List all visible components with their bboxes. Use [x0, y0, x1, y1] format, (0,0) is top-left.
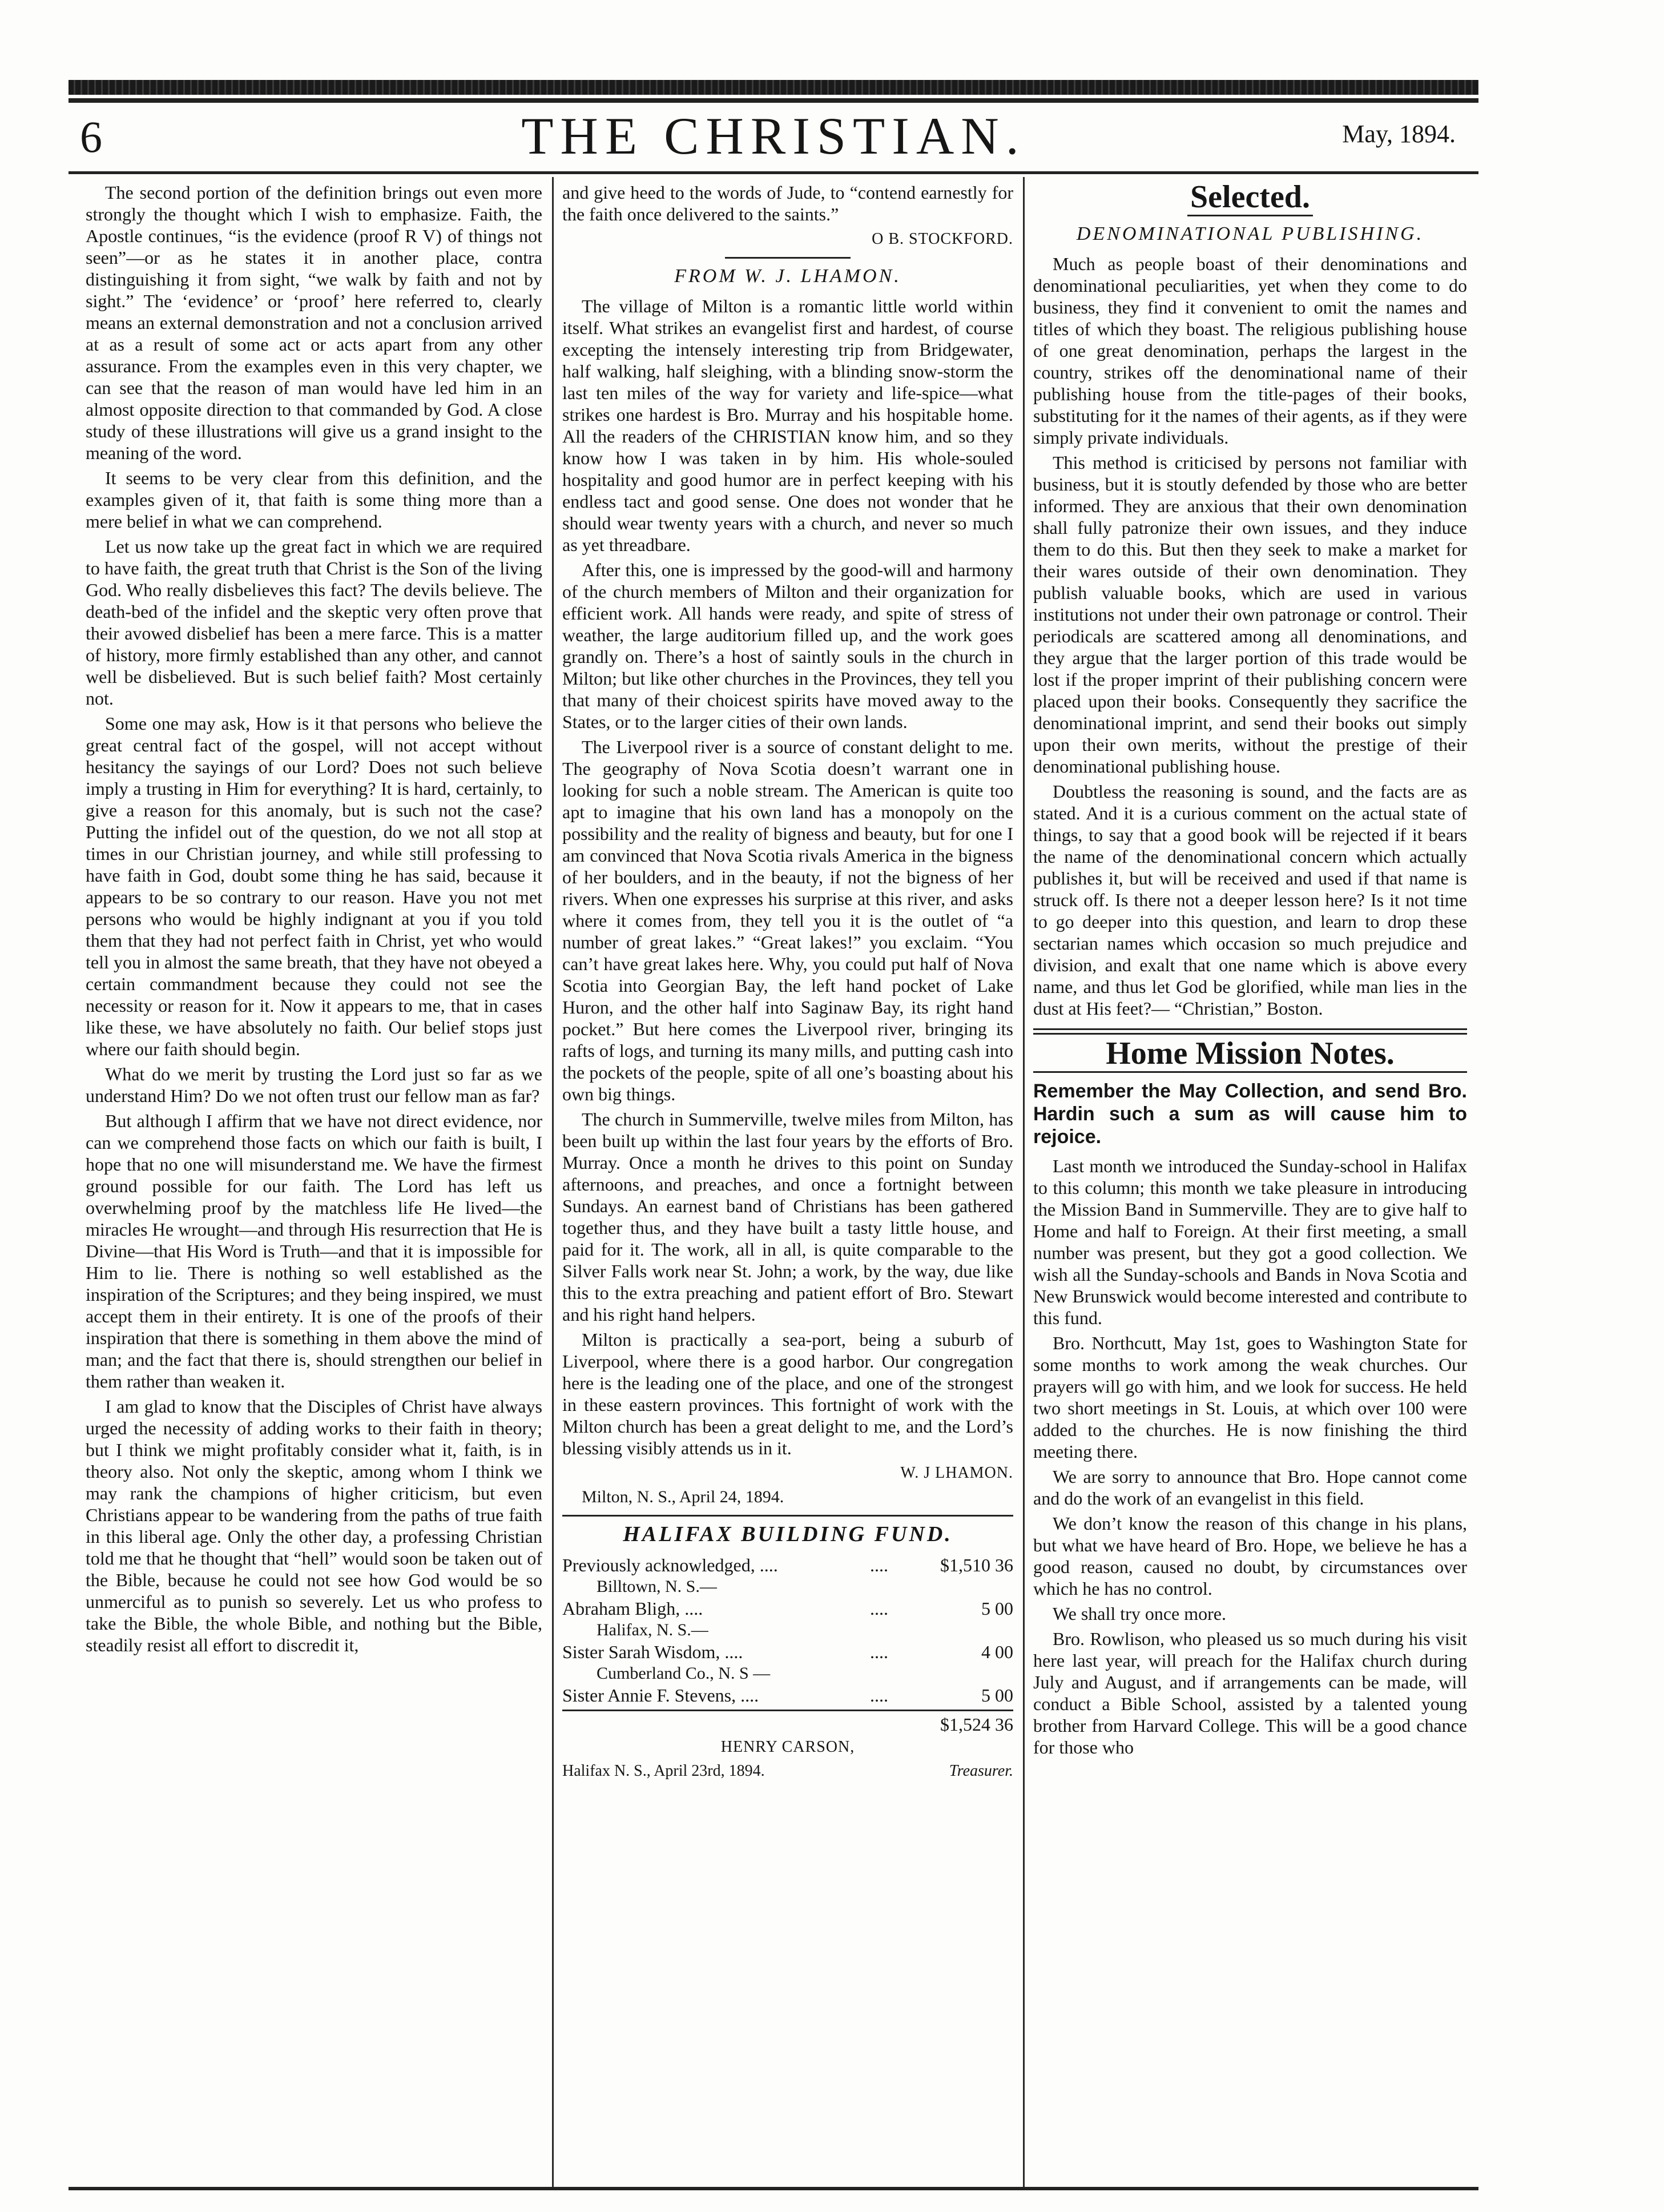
- column-3: [1033, 179, 1467, 1761]
- signature: O B. STOCKFORD.: [872, 230, 1013, 248]
- fund-amount: 5 00: [981, 1685, 1013, 1706]
- column-2: [562, 182, 1013, 1783]
- fund-row: [562, 1641, 1013, 1663]
- fund-footer: [562, 1760, 1013, 1782]
- fund-amount: $1,510 36: [940, 1555, 1013, 1575]
- section-heading: Home Mission Notes.: [1106, 1036, 1395, 1071]
- paragraph: Bro. Northcutt, May 1st, goes to Washington State for some months to work among the weak churches. Our prayers will go with him, and we look for success. He held two short meetings in St. Louis, at which over 100 were added to the churches. He is now finishing the third meeting there.: [1033, 1333, 1467, 1462]
- paragraph: After this, one is impressed by the good-will and harmony of the church members of Milton and their organization for efficient work. All hands were ready, and spite of stress of weather, the large auditorium filled up, and the work goes grandly on. There’s a host of saintly souls in the church in Milton; but like other churches in the Provinces, they tell you that many of their choicest spirits have moved away to the States, or to the larger cities of their own lands.: [562, 560, 1013, 732]
- fund-amount: 4 00: [981, 1642, 1013, 1662]
- divider: [562, 1515, 1013, 1517]
- paragraph: Doubtless the reasoning is sound, and the facts are as stated. And it is a curious comment on the actual state of things, to say that a good book will be rejected if it bears the name of the denominational concern which actually publishes it, but will be received and used if that name is struck off. Is there not a deeper lesson here? Is it not time to go deeper into this question, and learn to drop these sectarian names which occasion so much prejudice and division, and exalt that one name which is above every name, and thus let God be glorified, while man lies in the dust at His feet?— “Christian,” Boston.: [1033, 781, 1467, 1019]
- paragraph: Let us now take up the great fact in which we are required to have faith, the great truth that Christ is the Son of the living God. Who really disbelieves this fact? The devils believe. The death-bed of the infidel and the skeptic very often prove that their avowed disbelief has been a mere farce. This is a matter of history, more firmly established than any other, and cannot well be disbelieved. But is such belief faith? Most certainly not.: [86, 536, 542, 709]
- issue-date: May, 1894.: [1342, 120, 1456, 148]
- masthead-rule: [69, 171, 1478, 174]
- article-heading: FROM W. J. LHAMON.: [674, 266, 901, 287]
- paragraph: The church in Summerville, twelve miles from Milton, has been built up within the last four years by the efforts of Bro. Murray. Once a month he drives to this point on Sunday afternoons, and preaches, and once a fortnight between Sundays. An earnest band of Christians has been gathered together thus, and they have built a tasty little house, and paid for it. The work, all in all, is quite comparable to the Silver Falls work near St. John; a work, by the way, due like this to the extra preaching and patient effort of Bro. Stewart and his right hand helpers.: [562, 1109, 1013, 1325]
- fund-donor: Sister Annie F. Stevens, ....: [562, 1685, 759, 1706]
- paragraph: Bro. Rowlison, who pleased us so much during his visit here last year, will preach for the Halifax church during July and August, and if arrangements can be made, will conduct a Bible School, assisted by a talented young brother from Harvard College. This will be a good chance for those who: [1033, 1628, 1467, 1757]
- fund-role: Treasurer.: [949, 1762, 1013, 1780]
- divider: [1033, 1033, 1467, 1035]
- column-divider: [1023, 177, 1025, 2187]
- paragraph: But although I affirm that we have not direct evidence, nor can we comprehend those facts on which our faith is built, I hope that no one will misunderstand me. We have the firmest ground possible for our faith. The Lord has left us overwhelming proof by the matchless life He lived—the miracles He wrought—and through His resurrection that He is Divine—that His Word is Truth—and that it is impossible for Him to lie. There is nothing so well established as the inspiration of the Scriptures; and they being inspired, we must accept them in their entirety. It is one of the proofs of their inspiration that there is something in them above the mind of man; and the fact that there is, should strengthen our belief in them rather than weaken it.: [86, 1111, 542, 1391]
- fund-place: Halifax N. S., April 23rd, 1894.: [562, 1762, 765, 1780]
- paragraph: Milton is practically a sea-port, being a suburb of Liverpool, where there is a good harbor. Our congregation here is the leading one of the place, and one of the strongest in these eastern provinces. This fortnight of work with the Milton church has been a great delight to me, and the Lord’s blessing visibly attends us in it.: [562, 1329, 1013, 1458]
- fund-amount: 5 00: [981, 1598, 1013, 1619]
- column-1: [86, 182, 542, 1659]
- paragraph: The Liverpool river is a source of constant delight to me. The geography of Nova Scotia doesn’t warrant one in looking for such a noble stream. The American is quite too apt to imagine that his own land has a monopoly on the possibility and the reality of bigness and beauty, but for one I am convinced that Nova Scotia rivals America in the bigness of her boulders, and in the beauty, if not the bigness of her rivers. When one expresses his surprise at this river, and asks where it comes from, they tell you it is the outlet of “a number of great lakes.” “Great lakes!” you exclaim. “You can’t have great lakes here. Why, you could put half of Nova Scotia into Georgian Bay, the left hand pocket of Lake Huron, and the other half into Saginaw Bay, its right hand pocket.” But here comes the Liverpool river, bringing its rafts of logs, and turning its many mills, and putting cash into the pockets of the people, spite of all one’s boasting about his own big things.: [562, 737, 1013, 1104]
- paragraph: Last month we introduced the Sunday-school in Halifax to this column; this month we take pleasure in introducing the Mission Band in Summerville. They are to give half to Home and half to Foreign. At their first meeting, a small number was present, but they got a good collection. We wish all the Sunday-schools and Bands in Nova Scotia and New Brunswick would become interested and contribute to this fund.: [1033, 1156, 1467, 1328]
- paragraph: The village of Milton is a romantic little world within itself. What strikes an evangelist first and hardest, of course excepting the intensely interesting trip from Bridgewater, half walking, half sleighing, with a blinding snow-storm the last ten miles of the way for variety and life-spice—what strikes one hardest is Bro. Murray and his hospitable home. All the readers of the CHRISTIAN know him, and so they know how I was taken in by him. His whole-souled hospitality and good humor are in perfect keeping with his endless tact and good sense. One does not wonder that he should wear twenty years with a church, and never so much as yet threadbare.: [562, 296, 1013, 555]
- column-divider: [552, 177, 554, 2187]
- paragraph: The second portion of the definition brings out even more strongly the thought which I wish to emphasize. Faith, the Apostle continues, “is the evidence (proof R V) of things not seen”—or as he states it in another place, contra distinguishing it from sight, “we walk by faith and not by sight.” The ‘evidence’ or ‘proof’ here referred to, clearly means an external demonstration and not a conclusion arrived at as a result of some act or acts apart from any other assurance. From the examples even in this very chapter, we can see that the reason of man would have led him in an almost opposite direction to that commanded by God. A close study of these illustrations will give us a grand insight to the meaning of the word.: [86, 182, 542, 463]
- fund-location: Billtown, N. S.—: [597, 1577, 717, 1596]
- divider: [725, 257, 851, 259]
- fund-table: [562, 1554, 1013, 1782]
- divider: [1187, 215, 1313, 216]
- fund-signer: HENRY CARSON,: [720, 1738, 855, 1756]
- paragraph: We don’t know the reason of this change in his plans, but what we have heard of Bro. Hope, we believe he has a good reason, caused no doubt, by circumstances over which he has no control.: [1033, 1513, 1467, 1599]
- paragraph: What do we merit by trusting the Lord just so far as we understand Him? Do we not often trust our fellow man as far?: [86, 1064, 542, 1106]
- fund-total: [562, 1710, 1013, 1735]
- divider: [1033, 1028, 1467, 1030]
- page-number: 6: [80, 112, 102, 162]
- paragraph: I am glad to know that the Disciples of Christ have always urged the necessity of adding works to their faith in theory; but I think we might profitably consider what it, faith, is in theory also. Not only the skeptic, among whom I think we may rank the champions of higher criticism, but even Christians appear to be wandering from the paths of true faith in this liberal age. Only the other day, a professing Christian told me that he thought that “hell” would soon be taken out of the Bible, because he could not see how God would be so unmerciful as to punish so severely. Let us who profess to take the Bible, the whole Bible, and nothing but the Bible, steadily resist all effort to discredit it,: [86, 1396, 542, 1655]
- fund-dots: ....: [870, 1685, 888, 1706]
- article-heading: DENOMINATIONAL PUBLISHING.: [1076, 223, 1424, 244]
- dateline: Milton, N. S., April 24, 1894.: [582, 1487, 784, 1506]
- fund-dots: ....: [870, 1598, 888, 1619]
- fund-dots: ....: [870, 1555, 888, 1575]
- fund-donor: Abraham Bligh, ....: [562, 1598, 703, 1619]
- bottom-rule: [69, 2187, 1478, 2190]
- fund-donor: Sister Sarah Wisdom, ....: [562, 1642, 743, 1662]
- notice-heading: Remember the May Collection, and send Bro. Hardin such a sum as will cause him to rejoice.: [1033, 1080, 1467, 1148]
- paragraph: Some one may ask, How is it that persons who believe the great central fact of the gospel, will not accept without hesitancy the sayings of our Lord? Does not such believe imply a trusting in Him for everything? It is hard, certainly, to give a reason for this anomaly, but is such not the case? Putting the infidel out of the question, do we not all stop at times in our Christian journey, and while still professing to have faith in God, doubt some thing he has said, because it appears to be so contrary to our reason. Have you not met persons who would be highly indignant at you if you told them that they had not perfect faith in Christ, yet who would tell you in almost the same breath, that they have not obeyed a certain commandment because they could not see the necessity or reason for it. Now it appears to me, that in cases like these, we have absolutely no faith. Our belief stops just where our faith should begin.: [86, 713, 542, 1059]
- fund-row: [562, 1554, 1013, 1576]
- fund-row: [562, 1598, 1013, 1619]
- paragraph: and give heed to the words of Jude, to “contend earnestly for the faith once delivered to the saints.”: [562, 182, 1013, 224]
- paragraph: This method is criticised by persons not familiar with business, but it is stoutly defended by those who are better informed. They are anxious that their own denomination shall fully patronize their own issues, and they induce them to do this. But then they seek to make a market for their wares outside of their own denomination. They publish valuable books, which are used in various institutions not under their own patronage or control. Their periodicals are scattered among all denominations, and they argue that the larger portion of this trade would be lost if the proper imprint of their publishing concern were placed upon their books. Consequently they sacrifice the denominational imprint, and send their books out simply upon their own merits, without the prestige of their denominational publishing house.: [1033, 452, 1467, 777]
- paragraph: It seems to be very clear from this definition, and the examples given of it, that faith is some thing more than a mere belief in what we can comprehend.: [86, 468, 542, 532]
- paragraph: We shall try once more.: [1053, 1603, 1226, 1624]
- paragraph: Much as people boast of their denominations and denominational peculiarities, yet when they come to do business, they find it convenient to omit the names and titles of which they boast. The religious publishing house of one great denomination, perhaps the largest in the country, strikes off the denominational name of their publishing house from the title-pages of their books, substituting for it the names of their agents, as if they were simply private individuals.: [1033, 254, 1467, 448]
- masthead: [69, 106, 1478, 174]
- paragraph: We are sorry to announce that Bro. Hope cannot come and do the work of an evangelist in this field.: [1033, 1466, 1467, 1509]
- fund-row: [562, 1684, 1013, 1706]
- fund-dots: ....: [870, 1642, 888, 1662]
- fund-location: Halifax, N. S.—: [597, 1620, 708, 1639]
- divider: [1033, 1071, 1467, 1073]
- fund-location: Cumberland Co., N. S —: [597, 1664, 771, 1683]
- section-heading: Selected.: [1190, 179, 1310, 215]
- paper-title: THE CHRISTIAN.: [521, 107, 1026, 165]
- signature: W. J LHAMON.: [900, 1464, 1013, 1482]
- top-rule: [69, 98, 1478, 103]
- fund-total-amount: $1,524 36: [940, 1714, 1013, 1735]
- fund-donor: Previously acknowledged, ....: [562, 1555, 778, 1575]
- top-ornamental-rule: [69, 80, 1478, 95]
- fund-heading: HALIFAX BUILDING FUND.: [623, 1522, 953, 1546]
